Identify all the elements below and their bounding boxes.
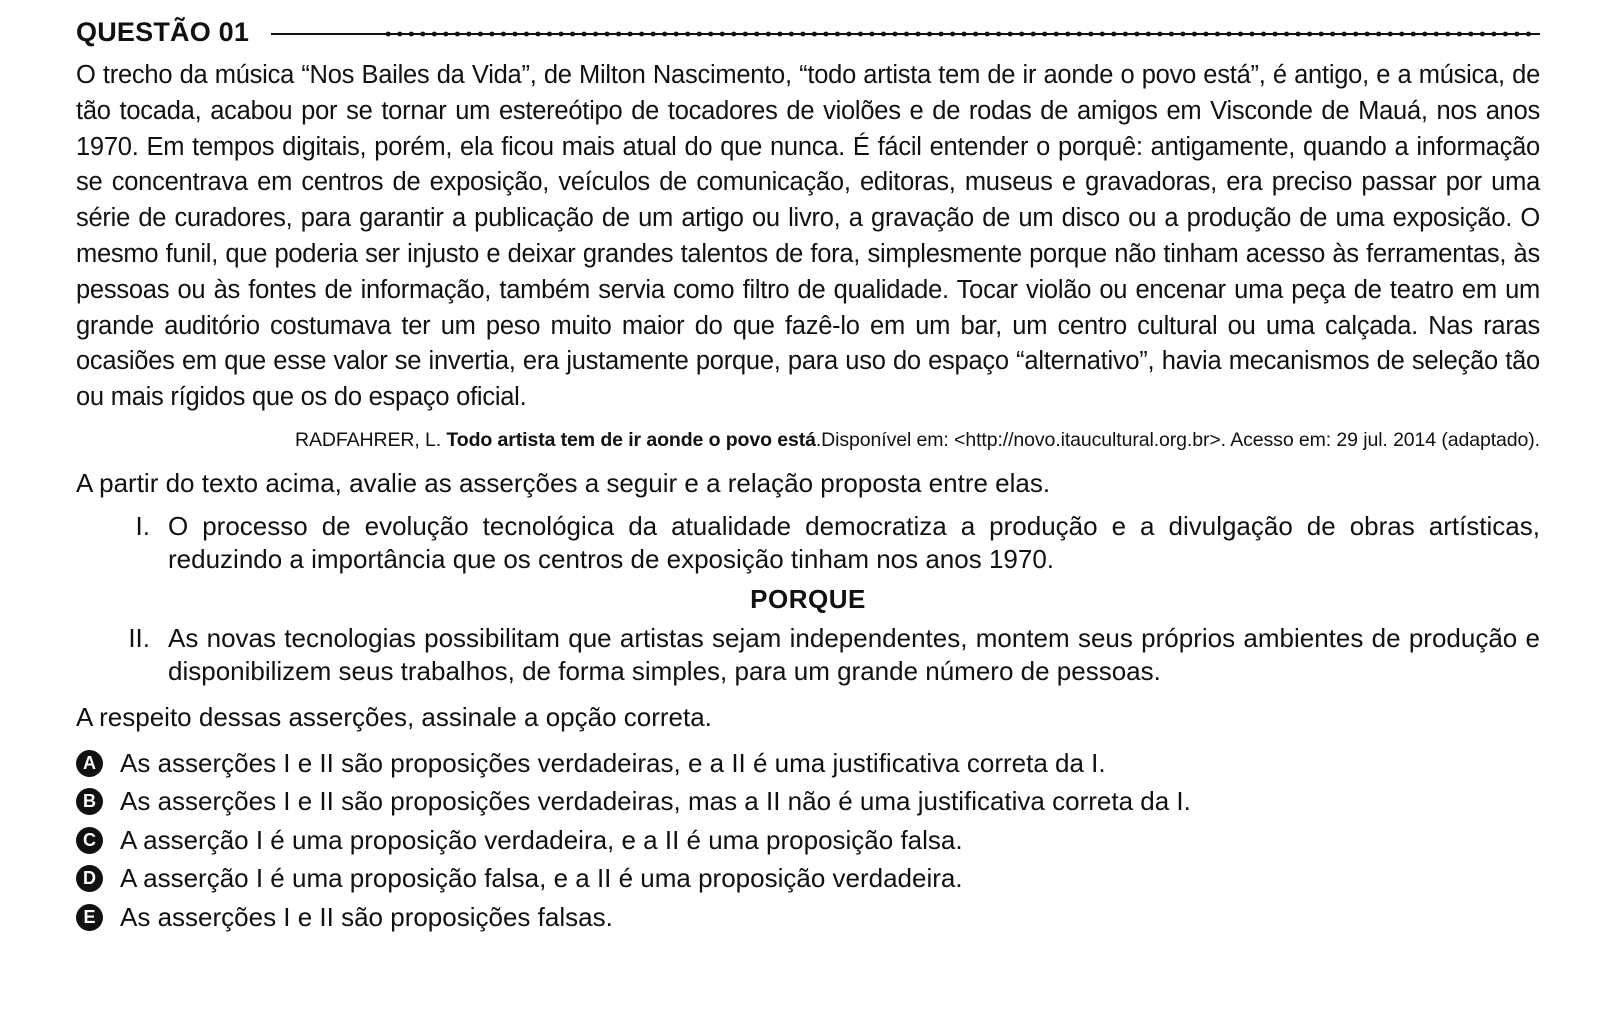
option-text: As asserções I e II são proposições verdadeiras, mas a II não é uma justificativa correta da I.: [120, 786, 1191, 817]
source-availability: .Disponível em: <http://novo.itaucultural.org.br>. Acesso em: 29 jul. 2014 (adaptado).: [815, 428, 1540, 451]
option-a[interactable]: [76, 744, 1540, 783]
option-letter-badge: A: [76, 750, 103, 777]
option-c[interactable]: [76, 821, 1540, 860]
header-dotted-rule: [271, 28, 1540, 40]
question-page: [76, 14, 1540, 936]
source-author: RADFAHRER, L.: [295, 428, 447, 451]
assertion-item: [76, 622, 1540, 688]
assertion-number: I.: [135, 510, 150, 541]
assertion-text: As novas tecnologias possibilitam que artistas sejam independentes, montem seus próprios ambientes de produção e disponibilizem seus trabalhos, de forma simples, para um grande número de pessoas.: [168, 622, 1540, 686]
source-title: Todo artista tem de ir aonde o povo está: [446, 428, 816, 451]
option-letter-badge: E: [76, 904, 103, 931]
assertion-item: [76, 510, 1540, 576]
option-text: A asserção I é uma proposição falsa, e a II é uma proposição verdadeira.: [120, 863, 963, 894]
passage-text: O trecho da música “Nos Bailes da Vida”, de Milton Nascimento, “todo artista tem de ir aonde o povo está”, é antigo, e a música, de tão tocada, acabou por se tornar um estereótipo de tocadores de violões e de rodas de amigos em Visconde de Mauá, nos anos 1970. Em tempos digitais, porém, ela ficou mais atual do que nunca. É fácil entender o porquê: antigamente, quando a informação se concentrava em centros de exposição, veículos de comunicação, editoras, museus e gravadoras, era preciso passar por uma série de curadores, para garantir a publicação de um artigo ou livro, a gravação de um disco ou a produção de uma exposição. O mesmo funil, que poderia ser injusto e deixar grandes talentos de fora, simplesmente porque não tinham acesso às ferramentas, às pessoas ou às fontes de informação, também servia como filtro de qualidade. Tocar violão ou encenar uma peça de teatro em um grande auditório costumava ter um peso muito maior do que fazê-lo em um bar, um centro cultural ou uma calçada. Nas raras ocasiões em que esse valor se invertia, era justamente porque, para uso do espaço “alternativo”, havia mecanismos de seleção tão ou mais rígidos que os do espaço oficial.: [76, 61, 1540, 412]
option-d[interactable]: [76, 859, 1540, 898]
assertions-block: [76, 510, 1540, 688]
connector-porque: PORQUE: [750, 583, 866, 614]
question-title: QUESTÃO 01: [76, 16, 250, 47]
option-letter-badge: D: [76, 865, 103, 892]
question-prompt: A respeito dessas asserções, assinale a opção correta.: [76, 701, 712, 732]
option-text: As asserções I e II são proposições verdadeiras, e a II é uma justificativa correta da I.: [120, 747, 1106, 778]
instruction-lead: A partir do texto acima, avalie as asserções a seguir e a relação proposta entre elas.: [76, 467, 1051, 498]
assertion-text: O processo de evolução tecnológica da atualidade democratiza a produção e a divulgação de obras artísticas, reduzindo a importância que os centros de exposição tinham nos anos 1970.: [168, 510, 1540, 574]
source-citation: [76, 426, 1540, 454]
option-letter-badge: C: [76, 827, 103, 854]
option-letter-badge: B: [76, 788, 103, 815]
option-b[interactable]: [76, 782, 1540, 821]
option-text: As asserções I e II são proposições falsas.: [120, 901, 613, 932]
question-header: [76, 14, 1540, 50]
assertion-number: II.: [128, 622, 150, 653]
option-e[interactable]: [76, 898, 1540, 937]
answer-options: [76, 744, 1540, 937]
option-text: A asserção I é uma proposição verdadeira, e a II é uma proposição falsa.: [120, 824, 963, 855]
